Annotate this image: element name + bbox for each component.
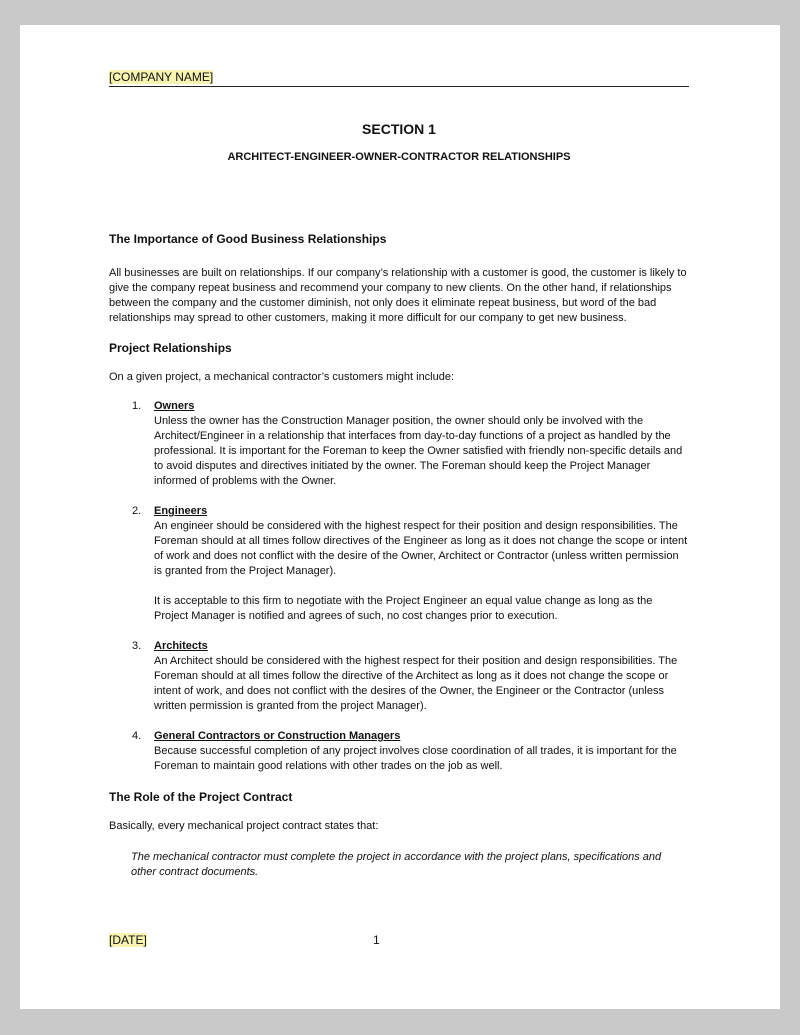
list-item-architects	[109, 639, 689, 714]
document-page	[20, 25, 780, 1009]
list-item-title: Architects	[154, 640, 208, 652]
page-number: 1	[373, 933, 380, 947]
list-number: 1.	[132, 400, 142, 412]
company-name-placeholder[interactable]: [COMPANY NAME]	[109, 70, 214, 84]
list-item-title: Engineers	[154, 505, 208, 517]
document-header	[109, 70, 689, 87]
list-item-engineers	[109, 504, 689, 624]
section-subtitle: ARCHITECT-ENGINEER-OWNER-CONTRACTOR RELATIONSHIPS	[227, 151, 571, 163]
heading-project-contract: The Role of the Project Contract	[109, 790, 293, 804]
list-number: 4.	[132, 730, 142, 742]
list-item-body: Because successful completion of any project involves close coordination of all trades, it is important for the Foreman to maintain good relations with other trades on the job as well.	[154, 745, 677, 772]
document-footer	[109, 933, 689, 948]
list-item-general-contractors	[109, 729, 689, 774]
customer-list	[109, 399, 689, 774]
list-number: 2.	[132, 505, 142, 517]
list-item-body: An engineer should be considered with the highest respect for their position and design responsibilities. The Foreman should at all times follow directives of the Engineer as long as it does not change the scope or intent of work and does not conflict with the desire of the Owner, Architect or Contractor (unless written permission is granted from the Project Manager).	[154, 520, 688, 577]
importance-paragraph: All businesses are built on relationships. If our company’s relationship with a customer is good, the customer is likely to give the company repeat business and recommend your company to new clients. On the other hand, if relationships between the company and the customer diminish, not only does it eliminate repeat business, but word of the bad relationships may spread to other customers, making it more difficult for our company to get new business.	[109, 267, 687, 324]
list-item-title: Owners	[154, 400, 195, 412]
project-intro: On a given project, a mechanical contractor’s customers might include:	[109, 371, 455, 383]
list-number: 3.	[132, 640, 142, 652]
list-item-body-secondary: It is acceptable to this firm to negotiate with the Project Engineer an equal value change as long as the Project Manager is notified and agrees of such, no cost changes prior to execution.	[154, 595, 653, 622]
heading-project-relationships: Project Relationships	[109, 341, 232, 355]
date-placeholder[interactable]: [DATE]	[109, 933, 147, 947]
list-item-title: General Contractors or Construction Managers	[154, 730, 401, 742]
list-item-body: Unless the owner has the Construction Manager position, the owner should only be involved with the Architect/Engineer in a relationship that interfaces from day-to-day functions of a project as handled by the professional. It is important for the Foreman to keep the Owner satisfied with friendly non-specific details and to avoid disputes and directives initiated by the owner. The Foreman should keep the Project Manager informed of problems with the Owner.	[154, 415, 683, 487]
section-title: SECTION 1	[362, 121, 436, 137]
document-body	[109, 70, 689, 880]
heading-importance: The Importance of Good Business Relationships	[109, 232, 387, 246]
contract-intro: Basically, every mechanical project contract states that:	[109, 820, 379, 832]
contract-quote: The mechanical contractor must complete the project in accordance with the project plans, specifications and other contract documents.	[131, 851, 662, 878]
list-item-body: An Architect should be considered with the highest respect for their position and design responsibilities. The Foreman should at all times follow the directive of the Architect as long as it does not change the scope or intent of work, and does not conflict with the desires of the Owner, the Engineer or the Contractor (unless written permission is granted from the project Manager).	[154, 655, 678, 712]
list-item-owners	[109, 399, 689, 489]
